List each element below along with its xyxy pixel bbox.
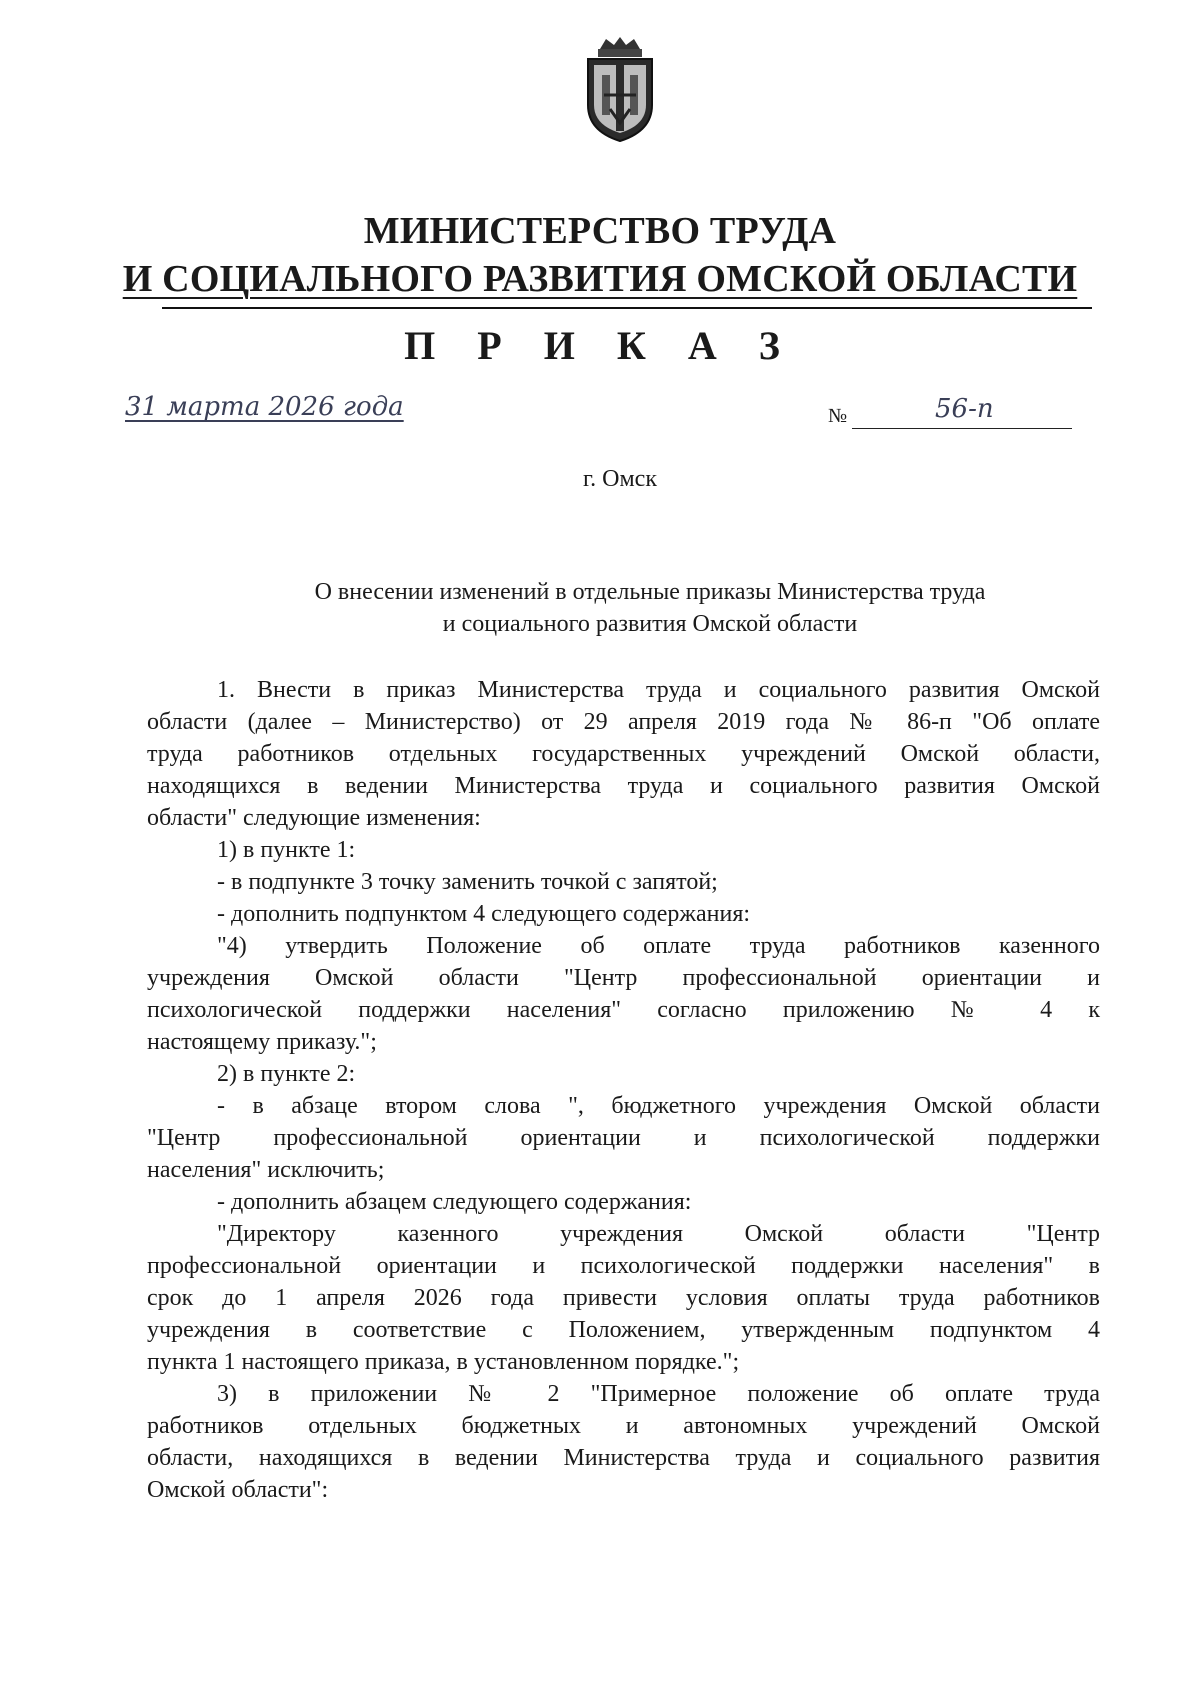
body-line: - дополнить абзацем следующего содержания: — [217, 1189, 692, 1215]
body-line: 2) в пункте 2: — [217, 1061, 356, 1087]
body-line: - дополнить подпунктом 4 следующего содержания: — [217, 901, 751, 927]
handwritten-number: 56-п — [935, 394, 994, 424]
body-line: области (далее – Министерство) от 29 апреля 2019 года № 86-п "Об оплате — [147, 709, 1100, 735]
body-line: населения" исключить; — [147, 1157, 385, 1183]
body-line: срок до 1 апреля 2026 года привести условия оплаты труда работников — [147, 1285, 1100, 1311]
body-line: учреждения Омской области "Центр профессиональной ориентации и — [147, 965, 1100, 991]
body-line: - в абзаце втором слова ", бюджетного учреждения Омской области — [217, 1093, 1100, 1119]
body-line: "4) утвердить Положение об оплате труда работников казенного — [217, 933, 1100, 959]
body-line: пункта 1 настоящего приказа, в установленном порядке."; — [147, 1349, 740, 1375]
body-line: Омской области": — [147, 1477, 329, 1503]
ministry-title-line-2 — [0, 256, 1200, 302]
number-underline — [852, 428, 1072, 429]
body-line: учреждения в соответствие с Положением, утвержденным подпунктом 4 — [147, 1317, 1100, 1343]
subject-line-1: О внесении изменений в отдельные приказы Министерства труда — [314, 579, 986, 605]
handwritten-date: 31 марта 2026 года — [125, 392, 404, 422]
body-line: 1. Внести в приказ Министерства труда и социального развития Омской — [217, 677, 1100, 703]
body-line: психологической поддержки населения" согласно приложению № 4 к — [147, 997, 1100, 1023]
number-label: № — [828, 405, 848, 427]
body-line: настоящему приказу."; — [147, 1029, 377, 1055]
body-line: находящихся в ведении Министерства труда и социального развития Омской — [147, 773, 1100, 799]
ministry-title-line-1: МИНИСТЕРСТВО ТРУДА — [363, 210, 837, 252]
body-line: работников отдельных бюджетных и автономных учреждений Омской — [147, 1413, 1100, 1439]
body-line: области" следующие изменения: — [147, 805, 481, 831]
ministry-title-line-2-text: И СОЦИАЛЬНОГО РАЗВИТИЯ ОМСКОЙ ОБЛАСТИ — [122, 258, 1078, 300]
body-line: профессиональной ориентации и психологической поддержки населения" в — [147, 1253, 1100, 1279]
body-line: - в подпункте 3 точку заменить точкой с запятой; — [217, 869, 718, 895]
body-line: 1) в пункте 1: — [217, 837, 356, 863]
document-type-title: П Р И К А З — [404, 323, 796, 368]
body-line: труда работников отдельных государственных учреждений Омской области, — [147, 741, 1100, 767]
subject-line-2: и социального развития Омской области — [442, 611, 858, 637]
body-line: "Директору казенного учреждения Омской области "Центр — [217, 1221, 1100, 1247]
coat-of-arms-emblem — [580, 35, 660, 145]
header-divider — [162, 307, 1092, 309]
body-line: "Центр профессиональной ориентации и психологической поддержки — [147, 1125, 1100, 1151]
body-line: 3) в приложении № 2 "Примерное положение об оплате труда — [217, 1381, 1100, 1407]
city-name: г. Омск — [583, 466, 657, 492]
body-line: области, находящихся в ведении Министерства труда и социального развития — [147, 1445, 1100, 1471]
